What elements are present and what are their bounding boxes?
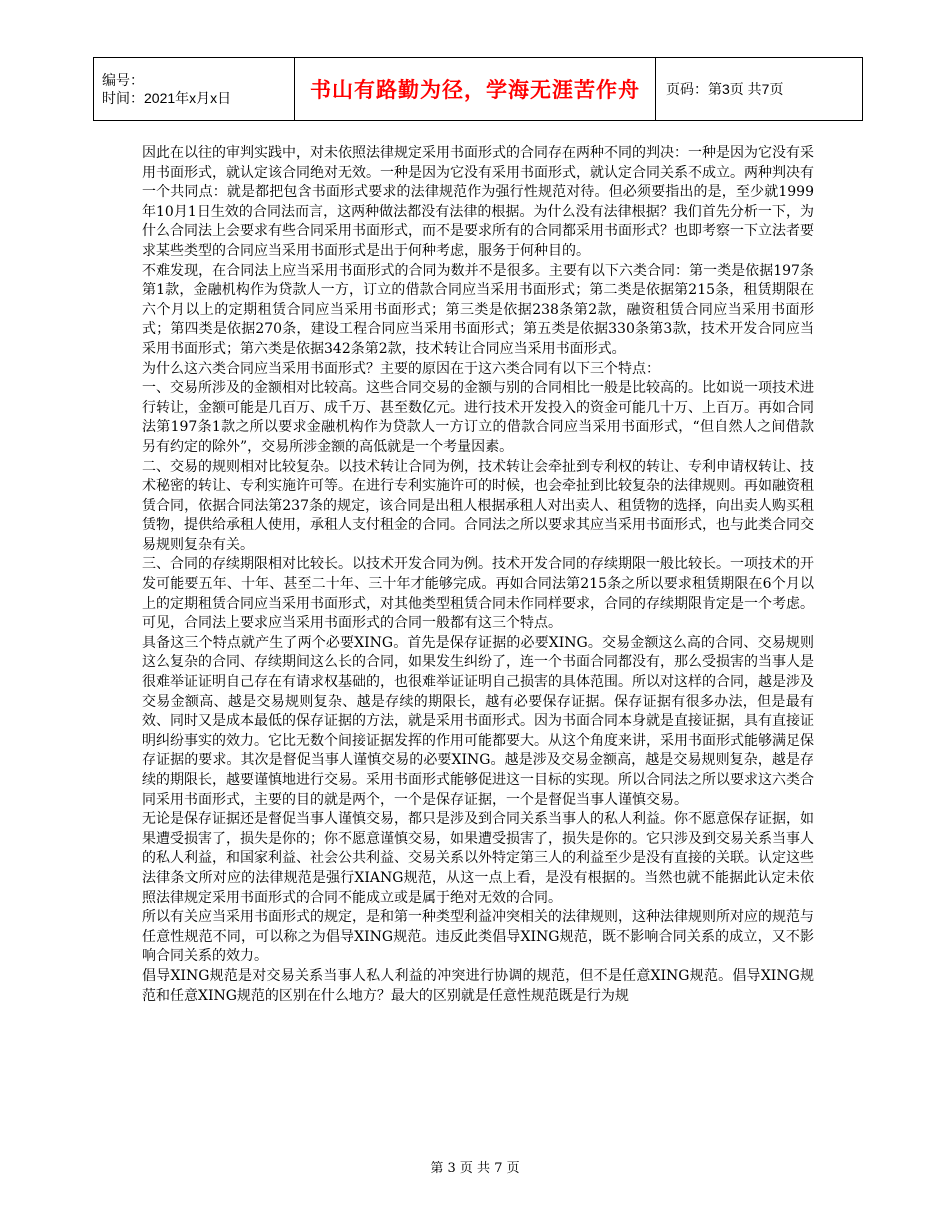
header-motto: 书山有路勤为径，学海无涯苦作舟 (295, 58, 656, 121)
page-footer: 第 3 页 共 7 页 (430, 1161, 520, 1176)
paragraph: 一、交易所涉及的金额相对比较高。这些合同交易的金额与别的合同相比一般是比较高的。比如说一项技术进行转让，金额可能是几百万、成千万、甚至数亿元。进行技术开发投入的资金可能几十万、上百万。再如合同法第197条1款之所以要求金融机构作为贷款人一方订立的借款合同应当采用书面形式，“但自然人之间借款另有约定的除外”，交易所涉金额的高低就是一个考量因素。 (142, 380, 814, 455)
paragraph: 所以有关应当采用书面形式的规定，是和第一种类型利益冲突相关的法律规则，这种法律规则所对应的规范与任意性规范不同，可以称之为倡导XING规范。违反此类倡导XING规范，既不影响合同关系的成立，又不影响合同关系的效力。 (142, 909, 814, 965)
header-page-label: 页码：第3页 共7页 (656, 58, 863, 121)
paragraph: 具备这三个特点就产生了两个必要XING。首先是保存证据的必要XING。交易金额这么高的合同、交易规则这么复杂的合同、存续期间这么长的合同，如果发生纠纷了，连一个书面合同都没有，那么受损害的当事人是很难举证证明自己存在有请求权基础的，也很难举证证明自己损害的具体范围。所以对这样的合同，越是涉及交易金额高、越是交易规则复杂、越是存续的期限长，越有必要保存证据。保存证据有很多办法，但是最有效、同时又是成本最低的保存证据的方法，就是采用书面形式。因为书面合同本身就是直接证据，具有直接证明纠纷事实的效力。它比无数个间接证据发挥的作用可能都要大。从这个角度来讲，采用书面形式能够满足保存证据的要求。其次是督促当事人谨慎交易的必要XING。越是涉及交易金额高，越是交易规则复杂，越是存续的期限长，越要谨慎地进行交易。采用书面形式能够促进这一目标的实现。所以合同法之所以要求这六类合同采用书面形式，主要的目的就是两个，一个是保存证据，一个是督促当事人谨慎交易。 (142, 634, 814, 808)
paragraph: 三、合同的存续期限相对比较长。以技术开发合同为例。技术开发合同的存续期限一般比较长。一项技术的开发可能要五年、十年、甚至二十年、三十年才能够完成。再如合同法第215条之所以要求租赁期限在6个月以上的定期租赁合同应当采用书面形式，对其他类型租赁合同未作同样要求，合同的存续期限肯定是一个考虑。可见，合同法上要求应当采用书面形式的合同一般都有这三个特点。 (142, 556, 814, 632)
paragraph: 无论是保存证据还是督促当事人谨慎交易，都只是涉及到合同关系当事人的私人利益。你不愿意保存证据，如果遭受损害了，损失是你的；你不愿意谨慎交易，如果遭受损害了，损失是你的。它只涉及到交易关系当事人的私人利益，和国家利益、社会公共利益、交易关系以外特定第三人的利益至少是没有直接的关联。认定这些法律条文所对应的法律规范是强行XIANG规范，从这一点上看，是没有根据的。当然也就不能据此认定未依照法律规定采用书面形式的合同不能成立或是属于绝对无效的合同。 (142, 811, 814, 906)
paragraph: 不难发现，在合同法上应当采用书面形式的合同为数并不是很多。主要有以下六类合同：第一类是依据197条第1款，金融机构作为贷款人一方，订立的借款合同应当采用书面形式；第二类是依据第215条，租赁期限在六个月以上的定期租赁合同应当采用书面形式；第三类是依据238条第2款，融资租赁合同应当采用书面形式；第四类是依据270条，建设工程合同应当采用书面形式；第五类是依据330条第3款，技术开发合同应当采用书面形式；第六类是依据342条第2款，技术转让合同应当采用书面形式。 (142, 262, 814, 357)
page-header (93, 57, 863, 121)
header-time-label: 时间：2021年x月x日 (102, 90, 232, 106)
paragraph: 因此在以往的审判实践中，对未依照法律规定采用书面形式的合同存在两种不同的判决：一种是因为它没有采用书面形式，就认定该合同绝对无效。一种是因为它没有采用书面形式，就认定合同关系不成立。两种判决有一个共同点：就是都把包含书面形式要求的法律规范作为强行性规范对待。但必须要指出的是，至少就1999年10月1日生效的合同法而言，这两种做法都没有法律的根据。为什么没有法律根据？我们首先分析一下，为什么合同法上会要求有些合同采用书面形式，而不是要求所有的合同都采用书面形式？也即考察一下立法者要求某些类型的合同应当采用书面形式是出于何种考虑，服务于何种目的。 (142, 145, 814, 259)
paragraph: 倡导XING规范是对交易关系当事人私人利益的冲突进行协调的规范，但不是任意XING规范。倡导XING规范和任意XING规范的区别在什么地方？最大的区别就是任意性规范既是行为规 (142, 967, 814, 1004)
paragraph: 为什么这六类合同应当采用书面形式？主要的原因在于这六类合同有以下三个特点： (142, 360, 660, 377)
header-number-label: 编号： (102, 72, 144, 88)
header-meta-cell (94, 58, 295, 121)
document-body (142, 144, 814, 1006)
paragraph: 二、交易的规则相对比较复杂。以技术转让合同为例，技术转让会牵扯到专利权的转让、专利申请权转让、技术秘密的转让、专利实施许可等。在进行专利实施许可的时候，也会牵扯到比较复杂的法律规则。再如融资租赁合同，依据合同法第237条的规定，该合同是出租人根据承租人对出卖人、租赁物的选择，向出卖人购买租赁物，提供给承租人使用，承租人支付租金的合同。合同法之所以要求其应当采用书面形式，也与此类合同交易规则复杂有关。 (142, 458, 814, 553)
